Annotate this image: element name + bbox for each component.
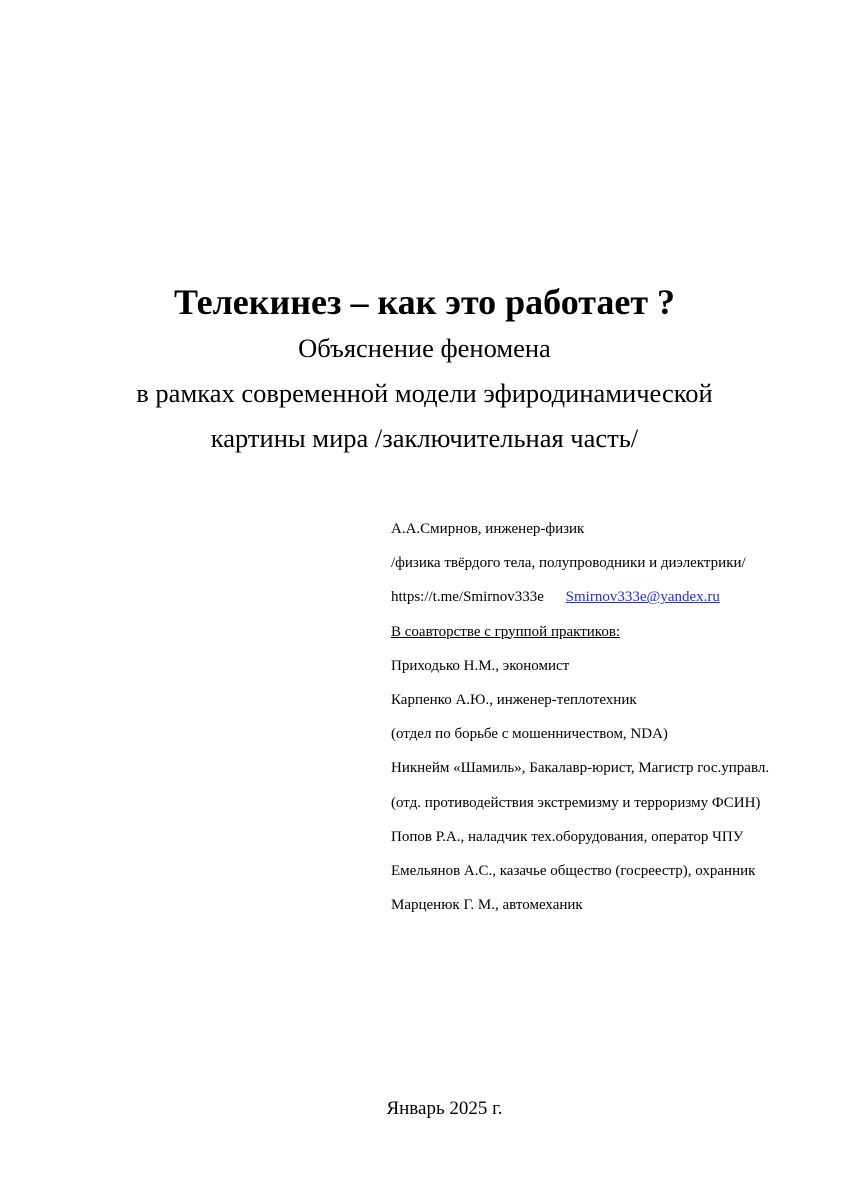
collaboration-heading [391, 621, 831, 655]
collaborator-3: Никнейм «Шамиль», Бакалавр-юрист, Магистр гос.управл. [391, 760, 770, 777]
subtitle-line-2: в рамках современной модели эфиродинамической [136, 378, 713, 408]
author-name: А.А.Смирнов, инженер-физик [391, 521, 585, 537]
collaborator-4: Попов Р.А., наладчик тех.оборудования, оператор ЧПУ [391, 828, 744, 845]
collaborator-6: Марценюк Г. М., автомеханик [391, 897, 583, 914]
collaborator-1: Приходько Н.М., экономист [391, 657, 570, 674]
collaborator-3-note: (отд. противодействия экстремизму и терроризму ФСИН) [391, 794, 761, 811]
collaboration-heading-text: В соавторстве с группой практиков: [391, 623, 621, 640]
author-contacts [391, 586, 831, 620]
document-title: Телекинез – как это работает ? [173, 282, 676, 322]
subtitle-line-1: Объяснение феномена [298, 333, 551, 363]
collaborator-2-note: (отдел по борьбе с мошенничеством, NDA) [391, 726, 668, 743]
telegram-link[interactable]: https://t.me/Smirnov333e [391, 589, 544, 606]
authors-block [391, 518, 831, 928]
document-date: Январь 2025 г. [386, 1098, 503, 1119]
collaborator-5: Емельянов А.С., казачье общество (госреестр), охранник [391, 862, 756, 879]
title-block [0, 278, 849, 461]
author-specialty: /физика твёрдого тела, полупроводники и диэлектрики/ [391, 555, 746, 572]
email-link[interactable]: Smirnov333e@yandex.ru [565, 589, 720, 606]
collaborator-2: Карпенко А.Ю., инженер-теплотехник [391, 691, 637, 708]
subtitle-line-3: картины мира /заключительная часть/ [210, 423, 639, 453]
